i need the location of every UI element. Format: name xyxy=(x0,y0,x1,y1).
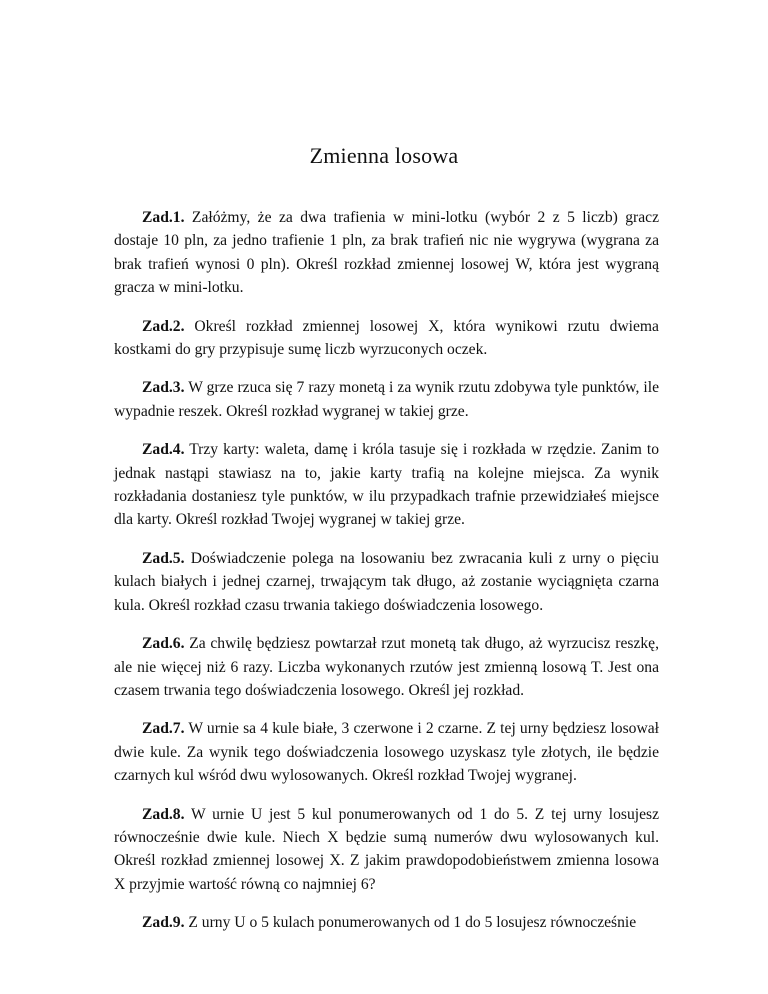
task-text: Trzy karty: waleta, damę i króla tasuje się i rozkłada w rzędzie. Zanim to jednak nastąpi stawiasz na to, jakie karty trafią na kolejne miejsca. Za wynik rozkładania dostaniesz tyle punktów, w ilu przypadkach trafnie przewidziałeś miejsce dla karty. Określ rozkład Twojej wygranej w takiej grze. xyxy=(114,441,659,529)
task-text: Doświadczenie polega na losowaniu bez zwracania kuli z urny o pięciu kulach białych i jednej czarnej, trwającym tak długo, aż zostanie wyciągnięta czarna kula. Określ rozkład czasu trwania takiego doświadczenia losowego. xyxy=(114,549,659,614)
task-text: W urnie sa 4 kule białe, 3 czerwone i 2 czarne. Z tej urny będziesz losował dwie kule. Za wynik tego doświadczenia losowego uzyskasz tyle złotych, ile będzie czarnych kul wśród dwu wylosowanych. Określ rozkład Twojej wygranej. xyxy=(114,720,659,785)
task-2 xyxy=(114,315,659,362)
task-text: Określ rozkład zmiennej losowej X, która wynikowi rzutu dwiema kostkami do gry przypisuje sumę liczb wyrzuconych oczek. xyxy=(114,317,659,359)
task-label: Zad.9. xyxy=(142,914,185,932)
task-text: W grze rzuca się 7 razy monetą i za wynik rzutu zdobywa tyle punktów, ile wypadnie reszek. Określ rozkład wygranej w takiej grze. xyxy=(114,379,659,420)
task-list xyxy=(114,206,659,950)
task-4 xyxy=(114,438,659,532)
task-6 xyxy=(114,632,659,702)
task-5 xyxy=(114,547,659,617)
task-label: Zad.5. xyxy=(142,549,185,567)
task-3 xyxy=(114,376,659,423)
task-label: Zad.8. xyxy=(142,805,185,823)
task-label: Zad.3. xyxy=(142,379,185,397)
task-text: Z urny U o 5 kulach ponumerowanych od 1 do 5 losujesz równocześnie xyxy=(188,914,637,932)
task-label: Zad.6. xyxy=(142,635,185,653)
task-label: Zad.7. xyxy=(142,720,185,738)
task-9 xyxy=(114,911,659,934)
task-text: W urnie U jest 5 kul ponumerowanych od 1 do 5. Z tej urny losujesz równocześnie dwie kule. Niech X będzie sumą numerów dwu wylosowanych kul. Określ rozkład zmiennej losowej X. Z jakim prawdopodobieństwem zmienna losowa X przyjmie wartość równą co najmniej 6? xyxy=(114,805,659,893)
task-label: Zad.1. xyxy=(142,209,185,226)
page-title: Zmienna losowa xyxy=(309,143,459,168)
task-8 xyxy=(114,803,659,897)
task-label: Zad.2. xyxy=(142,317,185,335)
task-label: Zad.4. xyxy=(142,441,185,459)
task-text: Załóżmy, że za dwa trafienia w mini-lotku (wybór 2 z 5 liczb) gracz dostaje 10 pln, za jedno trafienie 1 pln, za brak trafień nic nie wygrywa (wygrana za brak trafień wynosi 0 pln). Określ rozkład zmiennej losowej W, która jest wygraną gracza w mini-lotku. xyxy=(114,209,659,297)
task-7 xyxy=(114,717,659,787)
task-text: Za chwilę będziesz powtarzał rzut monetą tak długo, aż wyrzucisz reszkę, ale nie więcej niż 6 razy. Liczba wykonanych rzutów jest zmienną losową T. Jest ona czasem trwania tego doświadczenia losowego. Określ jej rozkład. xyxy=(114,635,659,699)
task-1 xyxy=(114,206,659,300)
